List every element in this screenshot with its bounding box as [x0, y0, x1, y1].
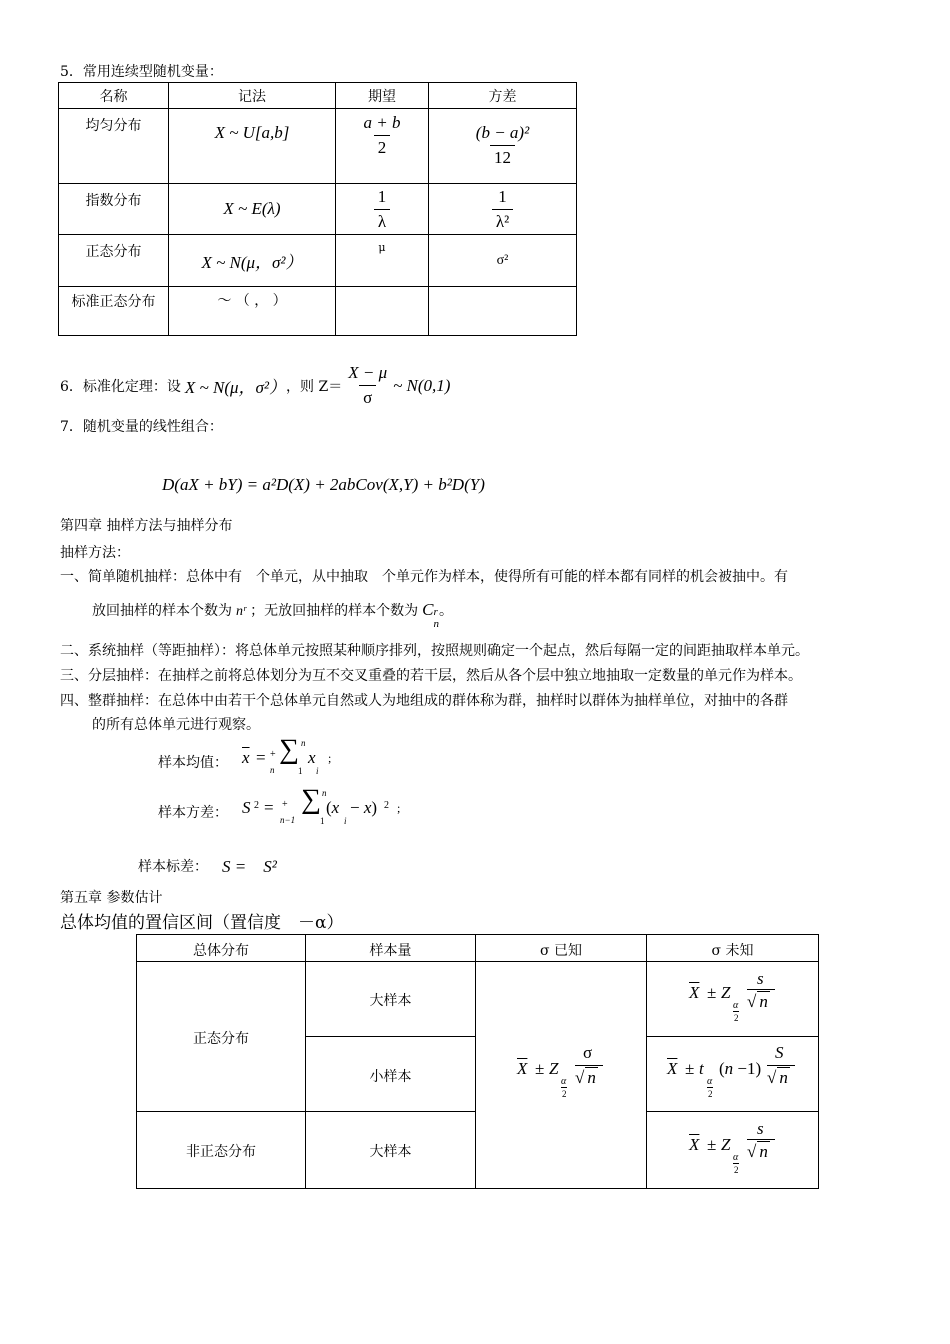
- expectation-fraction: $\frac{1}{\lambda}$: [374, 187, 391, 232]
- table-row: [59, 184, 577, 235]
- confidence-interval-title: 总体均值的置信区间（置信度 －α）: [60, 913, 344, 933]
- cluster-sampling: 四、整群抽样：在总体中由若干个总体单元自然或人为地组成的群体称为群，抽样时以群体为抽样单位，对抽中的各群: [60, 693, 788, 709]
- row-notation: X ~ E(λ): [223, 199, 281, 218]
- distribution-table: [58, 82, 577, 336]
- section7-heading: 7．随机变量的线性组合：: [60, 419, 223, 435]
- row-name: 标准正态分布: [59, 287, 169, 336]
- sampling-methods-label: 抽样方法：: [60, 545, 130, 561]
- sample-sd-label: 样本标差：: [138, 859, 208, 875]
- ci-header-distribution: 总体分布: [193, 943, 249, 959]
- table-header-notation: 记法: [169, 83, 336, 109]
- table-row: [59, 109, 577, 184]
- row-expectation: μ: [336, 235, 429, 287]
- row-variance: σ²: [429, 235, 577, 287]
- variance-fraction: $\frac{\text{(b − a)²}}{12}$: [475, 123, 530, 167]
- ci-formula-large-nonnormal: $\overline{X}$ ± Z α 2 s √ n: [689, 1121, 809, 1191]
- variance-fraction: $\frac{1}{\text{λ²}}$: [492, 187, 513, 232]
- stratified-sampling: 三、分层抽样：在抽样之前将总体划分为互不交叉重叠的若干层，然后从各个层中独立地抽取一定数量的单元作为样本。: [60, 668, 802, 684]
- section5-heading: 5．常用连续型随机变量：: [60, 64, 223, 80]
- row-name: 指数分布: [59, 184, 169, 235]
- standardization-theorem: 6．标准化定理：设 X ~ N(μ，σ²） ，则 Z＝ $\frac{X - \mu}{\sigma}$ ~ N(0,1): [60, 363, 451, 407]
- non-normal-distribution-label: 非正态分布: [186, 1144, 256, 1160]
- table-header-variance: 方差: [429, 83, 577, 109]
- ci-formula-sigma-known: $\overline{X}$ ± Z α 2 σ √ n: [517, 1043, 637, 1113]
- systematic-sampling: 二、系统抽样（等距抽样）：将总体单元按照某种顺序排列，按照规则确定一个起点，然后每隔一定的间距抽取样本单元。: [60, 643, 809, 659]
- sample-mean-label: 样本均值：: [158, 755, 228, 771]
- table-header-expectation: 期望: [336, 83, 429, 109]
- normal-distribution-label: 正态分布: [193, 1031, 249, 1047]
- confidence-interval-table: [136, 934, 819, 1189]
- ci-formula-large-normal: $\overline{X}$ ± Z α 2 s √ n: [689, 969, 809, 1039]
- chapter5-title: 第五章 参数估计: [60, 890, 163, 906]
- ci-formula-small-normal: $\overline{X}$ ± t α 2 (n −1) S √ n: [667, 1043, 817, 1113]
- sample-sd-formula: S = S²: [222, 857, 277, 876]
- row-name: 正态分布: [59, 235, 169, 287]
- table-row: [59, 287, 577, 336]
- large-sample-label-2: 大样本: [369, 1144, 412, 1160]
- ci-header-sample-size: 样本量: [369, 943, 412, 959]
- z-fraction: $\frac{X - \mu}{\sigma}$: [348, 363, 388, 407]
- row-expectation: [336, 287, 429, 336]
- row-notation: X ~ N(μ，σ²）: [201, 253, 303, 272]
- row-variance: [429, 287, 577, 336]
- sample-variance-label: 样本方差：: [158, 805, 228, 821]
- small-sample-label: 小样本: [369, 1069, 412, 1085]
- expectation-fraction: $\frac{a + b}{2}$: [363, 113, 401, 157]
- large-sample-label: 大样本: [369, 993, 412, 1009]
- row-notation: ～ （ ， ）: [169, 287, 336, 336]
- table-header-name: 名称: [59, 83, 169, 109]
- ci-header-sigma-unknown: σ 未知: [711, 943, 754, 959]
- ci-header-sigma-known: σ 已知: [539, 943, 582, 959]
- simple-random-sampling-counts: 放回抽样的样本个数为 nʳ ；无放回抽样的样本个数为 C r n 。: [92, 600, 453, 630]
- row-notation: X ~ U[a,b]: [214, 123, 290, 142]
- row-name: 均匀分布: [59, 109, 169, 184]
- table-row: [59, 235, 577, 287]
- cluster-sampling-cont: 的所有总体单元进行观察。: [92, 717, 260, 733]
- chapter4-title: 第四章 抽样方法与抽样分布: [60, 518, 233, 534]
- linear-combination-formula: D(aX + bY) = a²D(X) + 2abCov(X,Y) + b²D(Y): [162, 475, 485, 494]
- simple-random-sampling: 一、简单随机抽样：总体中有 个单元，从中抽取 个单元作为样本，使得所有可能的样本都有同样的机会被抽中。有: [60, 569, 788, 585]
